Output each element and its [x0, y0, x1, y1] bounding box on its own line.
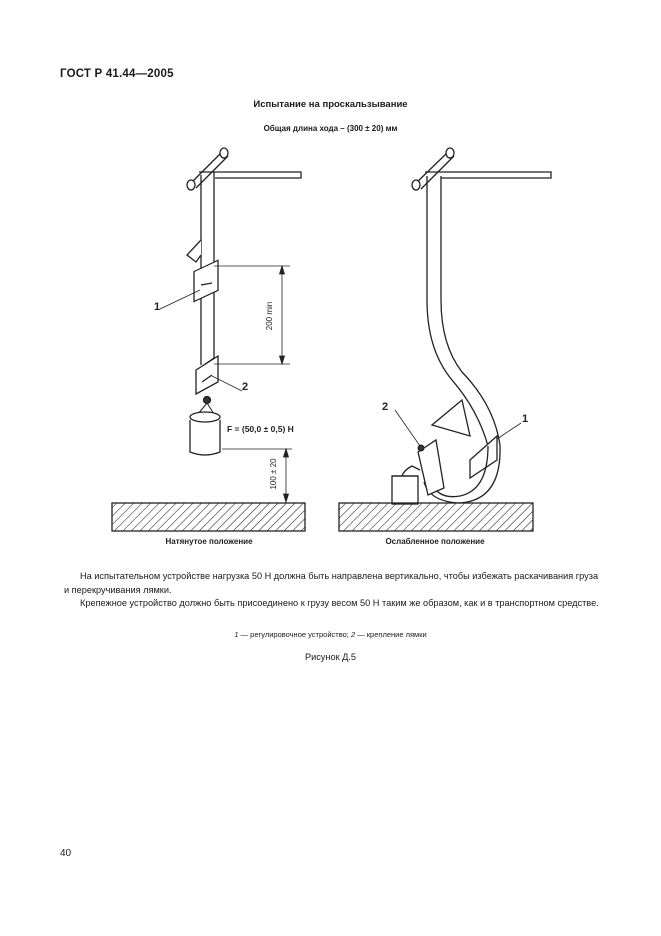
dim-200-min: 200 min — [265, 301, 274, 331]
figure-legend — [0, 630, 661, 639]
legend-num-2: 2 — [350, 630, 356, 639]
ground-right — [339, 503, 533, 531]
figure-subtitle: Общая длина хода – (300 ± 20) мм — [263, 124, 398, 133]
ground-left — [112, 503, 305, 531]
figure-caption: Рисунок Д.5 — [304, 652, 357, 662]
left-panel-taut — [187, 148, 301, 455]
marker-1-right: 1 — [522, 413, 529, 425]
paragraph-2: Крепежное устройство должно быть присоединено к грузу весом 50 Н таким же образом, как и в транспортном средстве. — [80, 598, 599, 608]
rod-end — [187, 180, 195, 190]
label-slack: Ослабленное положение — [385, 537, 485, 546]
label-taut: Натянутое положение — [165, 537, 253, 546]
dim-100: 100 ± 20 — [269, 458, 278, 490]
document-header: ГОСТ Р 41.44—2005 — [60, 68, 174, 80]
rod-end — [220, 148, 228, 158]
page-number: 40 — [60, 848, 72, 859]
legend-num-1: 1 — [234, 630, 239, 639]
paragraph-1: На испытательном устройстве нагрузка 50 Н должна быть направлена вертикально, чтобы избежать раскачивания груза и перекручивания лямки. — [64, 571, 599, 595]
marker-1-left: 1 — [154, 301, 161, 313]
slip-test-figure — [0, 135, 661, 555]
marker-2-right: 2 — [382, 401, 389, 413]
right-panel-slack — [392, 148, 551, 504]
force-label: F = (50,0 ± 0,5) Н — [227, 424, 294, 434]
figure-title: Испытание на проскальзывание — [253, 99, 408, 110]
legend-text-1: — регулировочное устройство; — [238, 630, 351, 639]
marker-2-left: 2 — [242, 381, 249, 393]
legend-text-2: — крепление лямки — [355, 630, 427, 639]
